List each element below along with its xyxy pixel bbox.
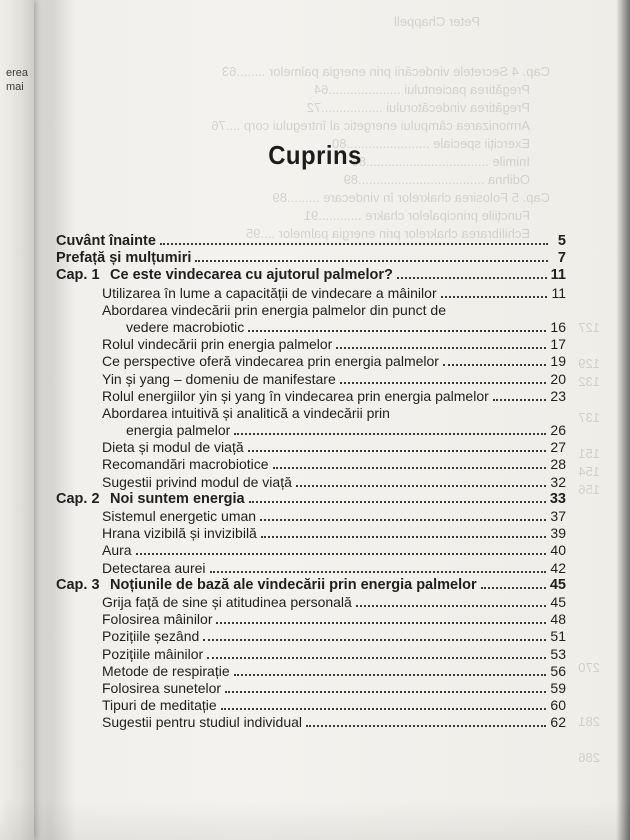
table-of-contents xyxy=(56,233,566,731)
toc-section-entry xyxy=(56,542,566,559)
dot-leader xyxy=(356,605,547,607)
toc-section-entry xyxy=(56,663,566,680)
page-bottom-shade xyxy=(0,800,630,840)
toc-page-number: 26 xyxy=(550,422,566,439)
page-title: Cuprins xyxy=(268,140,362,170)
toc-section-entry xyxy=(56,594,566,611)
toc-section-title: Pozițiile șezând xyxy=(102,628,200,645)
toc-page-number: 20 xyxy=(550,370,566,387)
toc-section-entry xyxy=(56,456,566,473)
previous-page-edge xyxy=(0,0,34,840)
dot-leader xyxy=(207,657,546,659)
toc-section-entry xyxy=(56,611,566,628)
toc-section-title-continued: energia palmelor xyxy=(126,422,231,439)
dot-leader xyxy=(195,260,548,262)
dot-leader xyxy=(249,501,546,503)
toc-entry-title: Cuvânt înainte xyxy=(56,233,156,249)
toc-page-number: 32 xyxy=(550,473,566,490)
dot-leader xyxy=(273,467,547,469)
toc-section-entry xyxy=(56,285,566,302)
dot-leader xyxy=(216,622,546,624)
toc-section-title: Recomandări macrobiotice xyxy=(102,456,269,473)
toc-page-number: 7 xyxy=(557,250,566,267)
toc-page-number: 27 xyxy=(550,439,566,456)
page-edge-shadow xyxy=(616,0,630,840)
toc-page-number: 37 xyxy=(550,508,566,524)
toc-page-number: 19 xyxy=(550,353,566,370)
toc-section-entry xyxy=(56,474,566,491)
toc-page-number: 42 xyxy=(550,559,566,576)
dot-leader xyxy=(203,639,546,641)
dot-leader xyxy=(136,553,547,555)
toc-section-entry xyxy=(56,388,566,405)
toc-chapter-entry xyxy=(56,491,566,508)
toc-chapter-entry xyxy=(56,577,566,594)
toc-section-title: Ce perspective oferă vindecarea prin energia palmelor xyxy=(102,353,439,370)
toc-page-number: 60 xyxy=(550,697,566,714)
toc-section-title: Sugestii pentru studiul individual xyxy=(102,714,303,731)
dot-leader xyxy=(160,243,548,245)
toc-section-entry xyxy=(56,439,566,456)
toc-section-entry xyxy=(56,560,566,577)
toc-front-matter-entry xyxy=(56,250,566,267)
toc-section-title: Abordarea intuitivă și analitică a vindecării prin xyxy=(102,404,390,421)
toc-page-number: 62 xyxy=(550,714,566,731)
dot-leader xyxy=(397,277,547,279)
toc-section-title: Hrana vizibilă și invizibilă xyxy=(102,525,257,542)
toc-section-entry xyxy=(56,371,566,388)
dot-leader xyxy=(248,330,546,332)
reverse-side-show-through: Peter Chappell Cap. 4 Secretele vindecării prin energia palmelor ........63 Pregătirea pacientului ....................64 Pregătirea vindecătorului .................72 Armonizarea câmpului energetic al întregului corp ....76 Exerciții speciale .......................80 Inimile ..................................86 Odihna ...................................89 Cap. 5 Folosirea chakrelor în vindecare .........89 Funcțiile principalelor chakre ............91 Echilibrarea chakrelor prin energia palmelor ....95 127 129 132 137 151 154 156 270 281 286 xyxy=(211,14,600,765)
toc-section-entry xyxy=(56,646,566,663)
toc-section-title: Sistemul energetic uman xyxy=(102,508,257,524)
toc-chapter-label: Cap. 3 xyxy=(56,576,100,593)
dot-leader xyxy=(441,296,548,298)
toc-section-title: Dieta și modul de viață xyxy=(102,439,244,456)
toc-entry-title: Prefață și mulțumiri xyxy=(56,250,192,267)
toc-section-entry xyxy=(56,422,566,439)
toc-page-number: 45 xyxy=(550,593,566,610)
toc-section-title: Sugestii privind modul de viață xyxy=(102,473,292,490)
toc-section-entry xyxy=(56,353,566,370)
toc-page-number: 53 xyxy=(550,645,566,662)
toc-page-number: 11 xyxy=(550,267,566,284)
toc-page-number: 16 xyxy=(550,318,566,335)
toc-section-title: Folosirea sunetelor xyxy=(102,679,222,696)
toc-chapter-title: Ce este vindecarea cu ajutorul palmelor? xyxy=(110,267,393,284)
toc-section-title-continued: vedere macrobiotic xyxy=(126,318,245,335)
toc-section-entry xyxy=(56,336,566,353)
dot-leader xyxy=(248,450,547,452)
toc-section-title: Tipuri de meditație xyxy=(102,697,217,714)
toc-page-number: 33 xyxy=(549,490,566,507)
toc-section-entry xyxy=(56,680,566,697)
toc-section-entry xyxy=(56,628,566,645)
toc-section-title: Grija față de sine și atitudinea personală xyxy=(102,593,352,610)
toc-chapter-entry xyxy=(56,267,566,284)
toc-section-title: Yin și yang – domeniu de manifestare xyxy=(102,370,336,387)
previous-page-text-fragment: erea mai xyxy=(6,67,29,93)
toc-section-entry xyxy=(56,508,566,525)
toc-section-entry xyxy=(56,525,566,542)
toc-chapter-label: Cap. 1 xyxy=(56,267,100,284)
toc-page-number: 56 xyxy=(550,662,566,679)
toc-chapter-title: Noi suntem energia xyxy=(110,490,245,507)
toc-page-number: 39 xyxy=(550,525,566,542)
dot-leader xyxy=(336,347,546,349)
dot-leader xyxy=(260,519,546,521)
toc-section-title: Detectarea aurei xyxy=(102,559,206,576)
toc-section-entry xyxy=(56,697,566,714)
dot-leader xyxy=(443,364,546,366)
dot-leader xyxy=(296,485,547,487)
toc-page-number: 23 xyxy=(550,387,566,404)
dot-leader xyxy=(221,708,547,710)
toc-section-title: Abordarea vindecării prin energia palmelor din punct de xyxy=(102,301,446,318)
toc-page-number: 17 xyxy=(550,336,566,353)
toc-section-entry xyxy=(56,319,566,336)
dot-leader xyxy=(340,382,547,384)
dot-leader xyxy=(306,725,546,727)
toc-page-number: 59 xyxy=(550,679,566,696)
toc-section-title: Utilizarea în lume a capacității de vindecare a mâinilor xyxy=(102,284,437,301)
dot-leader xyxy=(481,587,546,589)
toc-page-number: 40 xyxy=(550,542,566,559)
toc-section-title: Folosirea mâinilor xyxy=(102,611,213,628)
toc-page-number: 45 xyxy=(549,576,566,593)
toc-section-title: Rolul vindecării prin energia palmelor xyxy=(102,336,333,353)
toc-page-number: 48 xyxy=(550,611,566,628)
dot-leader xyxy=(234,674,547,676)
toc-section-title: Rolul energiilor yin și yang în vindecarea prin energia palmelor xyxy=(102,387,489,404)
toc-section-entry-line xyxy=(56,405,566,422)
toc-section-entry-line xyxy=(56,302,566,319)
toc-chapter-title: Noțiunile de bază ale vindecării prin energia palmelor xyxy=(110,576,477,593)
toc-section-entry xyxy=(56,714,566,731)
dot-leader xyxy=(234,433,546,435)
toc-page-number: 28 xyxy=(550,456,566,473)
toc-page-number: 51 xyxy=(550,628,566,645)
dot-leader xyxy=(225,691,546,693)
toc-section-title: Pozițiile mâinilor xyxy=(102,645,204,662)
toc-page-number: 5 xyxy=(557,233,566,249)
dot-leader xyxy=(210,571,547,573)
dot-leader xyxy=(493,399,547,401)
toc-section-title: Aura xyxy=(102,542,132,559)
dot-leader xyxy=(261,536,547,538)
toc-page-number: 11 xyxy=(551,284,566,301)
toc-chapter-label: Cap. 2 xyxy=(56,490,100,507)
toc-section-title: Metode de respirație xyxy=(102,662,230,679)
toc-front-matter-entry xyxy=(56,233,566,250)
